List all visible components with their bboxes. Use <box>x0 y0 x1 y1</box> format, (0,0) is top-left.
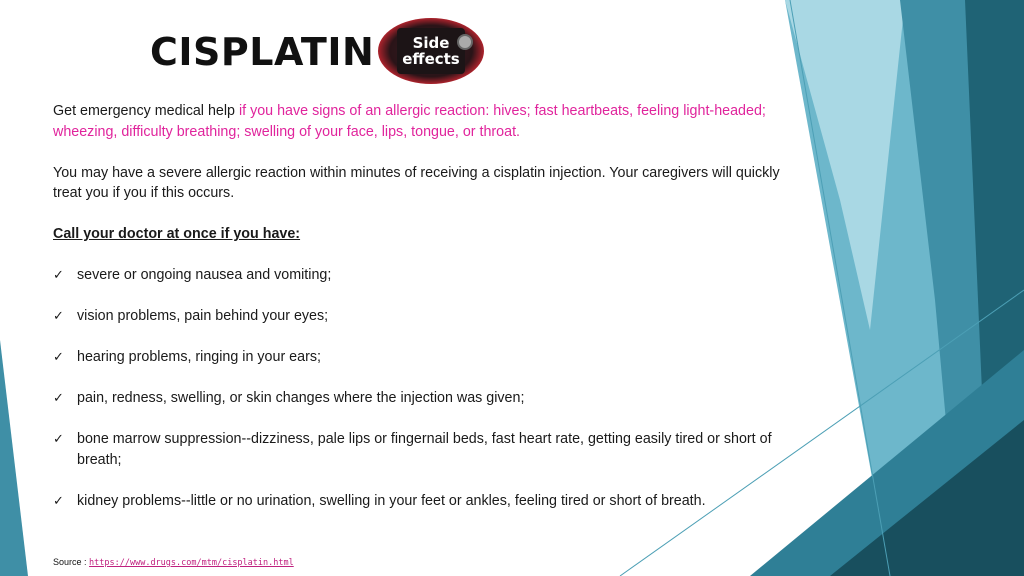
source-label: Source : <box>53 557 90 567</box>
list-item-text: severe or ongoing nausea and vomiting; <box>77 267 332 283</box>
list-item <box>53 491 803 512</box>
source-citation <box>53 557 294 568</box>
slide-body <box>53 101 803 511</box>
emergency-lead: Get emergency medical help <box>53 103 239 119</box>
teal-panel-left <box>0 340 28 576</box>
list-item-text: vision problems, pain behind your eyes; <box>77 308 329 324</box>
allergic-reaction-signs: if you have signs of an allergic reaction: hives; fast heartbeats, feeling light-headed; wheezing, difficulty breathing; swelling of your face, lips, tongue, or throat. <box>53 103 766 140</box>
source-link[interactable]: https://www.drugs.com/mtm/cisplatin.html <box>89 558 294 568</box>
list-item-text: bone marrow suppression--dizziness, pale lips or fingernail beds, fast heart rate, getting easily tired or short of breath; <box>77 431 772 468</box>
checkmark-icon: ✓ <box>53 492 64 508</box>
checkmark-icon: ✓ <box>53 349 64 364</box>
list-item <box>53 388 803 409</box>
list-item <box>53 347 803 368</box>
warning-paragraph: You may have a severe allergic reaction within minutes of receiving a cisplatin injection. Your caregivers will quickly treat you if you if this occurs. <box>53 164 780 201</box>
checkmark-icon: ✓ <box>53 390 64 405</box>
badge-knob-icon <box>457 34 473 50</box>
badge-text: Side effects <box>402 34 460 68</box>
list-item-text: pain, redness, swelling, or skin changes where the injection was given; <box>77 390 525 406</box>
call-doctor-heading: Call your doctor at once if you have: <box>53 226 301 242</box>
checkmark-icon: ✓ <box>53 267 64 282</box>
list-item-text: kidney problems--little or no urination, swelling in your feet or ankles, feeling tired or short of breath. <box>77 492 706 509</box>
emergency-paragraph <box>53 101 803 142</box>
list-item <box>53 306 803 327</box>
side-effects-badge <box>378 18 484 84</box>
list-item-text: hearing problems, ringing in your ears; <box>77 349 321 365</box>
badge-label-box <box>397 28 465 74</box>
checkmark-icon: ✓ <box>53 308 64 323</box>
page-title: CISPLATIN <box>150 30 375 74</box>
list-item <box>53 429 803 470</box>
list-item <box>53 265 803 286</box>
checkmark-icon: ✓ <box>53 431 64 446</box>
